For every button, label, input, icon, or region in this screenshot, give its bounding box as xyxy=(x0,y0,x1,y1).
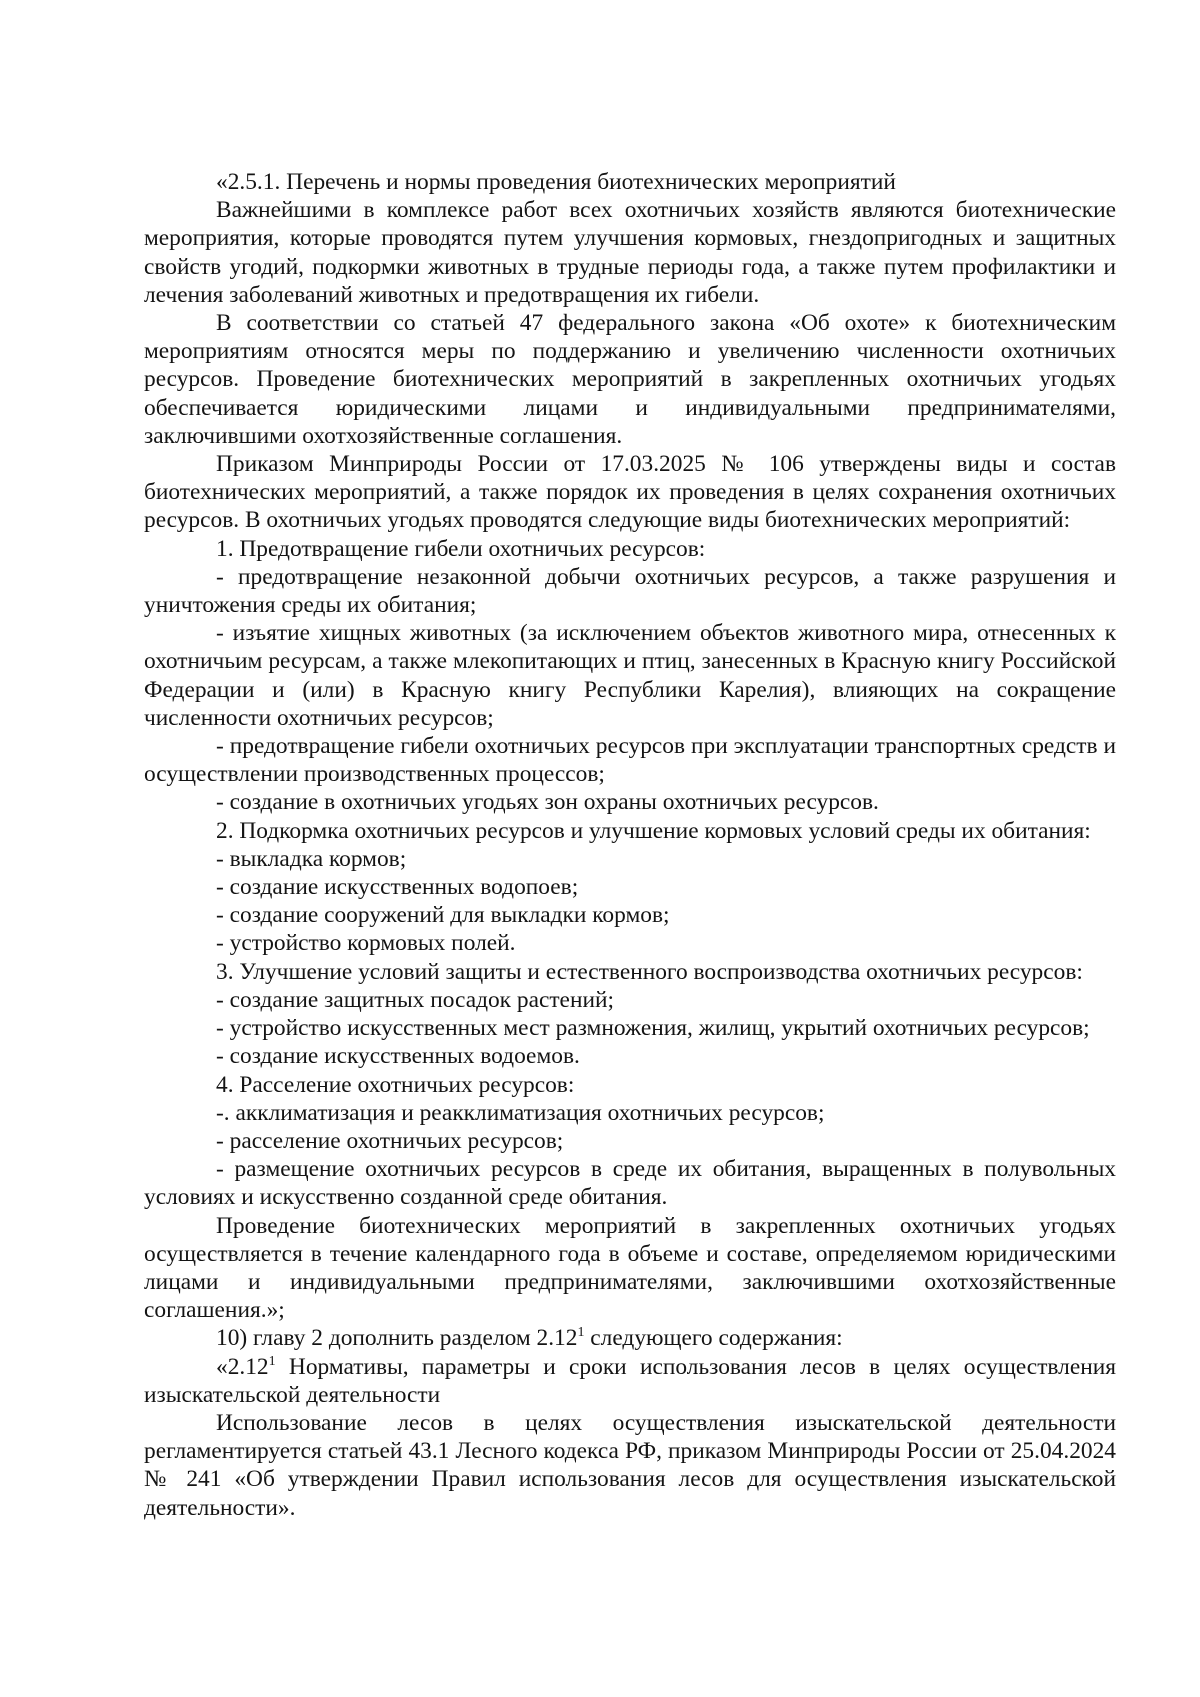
list-heading: 1. Предотвращение гибели охотничьих ресурсов: xyxy=(216,535,706,562)
section-heading: «2.5.1. Перечень и нормы проведения биотехнических мероприятий xyxy=(216,169,896,195)
list-item: - размещение охотничьих ресурсов в среде их обитания, выращенных в полувольных условиях и искусственно созданной среде обитания. xyxy=(144,1156,1116,1211)
list-item: - создание сооружений для выкладки кормов; xyxy=(216,902,670,929)
paragraph: Приказом Минприроды России от 17.03.2025 № 106 утверждены виды и состав биотехнических мероприятий, а также порядок их проведения в целях сохранения охотничьих ресурсов. В охотничьих угодьях проводятся следующие виды биотехнических мероприятий: xyxy=(144,451,1116,534)
list-item: - создание в охотничьих угодьях зон охраны охотничьих ресурсов. xyxy=(216,789,879,816)
list-heading: 4. Расселение охотничьих ресурсов: xyxy=(216,1071,575,1098)
paragraph: Проведение биотехнических мероприятий в закрепленных охотничьих угодьях осуществляется в течение календарного года в объеме и составе, определяемом юридическими лицами и индивидуальными предпринимателями, заключившими охотхозяйственные соглашения.»; xyxy=(144,1212,1116,1324)
section-number: «2.12 xyxy=(216,1353,269,1380)
list-item: - расселение охотничьих ресурсов; xyxy=(216,1127,564,1154)
list-heading: 3. Улучшение условий защиты и естественного воспроизводства охотничьих ресурсов: xyxy=(216,958,1083,985)
amendment-intro-tail: следующего содержания: xyxy=(584,1325,843,1352)
paragraph: В соответствии со статьей 47 федерального закона «Об охоте» к биотехническим мероприятиям относятся меры по поддержанию и увеличению численности охотничьих ресурсов. Проведение биотехнических мероприятий в закрепленных охотничьих угодьях обеспечивается юридическими лицами и индивидуальными предпринимателями, заключившими охотхозяйственные соглашения. xyxy=(144,310,1116,449)
list-item: - изъятие хищных животных (за исключением объектов животного мира, отнесенных к охотничьим ресурсам, а также млекопитающих и птиц, занесенных в Красную книгу Российской Федерации и (или) в Красную книгу Республики Карелия), влияющих на сокращение численности охотничьих ресурсов; xyxy=(144,620,1116,731)
new-section-heading xyxy=(144,1353,1116,1409)
list-item: - создание искусственных водопоев; xyxy=(216,874,579,901)
list-item: - предотвращение незаконной добычи охотничьих ресурсов, а также разрушения и уничтожения среды их обитания; xyxy=(144,563,1116,619)
list-item: - устройство кормовых полей. xyxy=(216,930,516,957)
list-item: - предотвращение гибели охотничьих ресурсов при эксплуатации транспортных средств и осуществлении производственных процессов; xyxy=(144,733,1116,788)
paragraph: Использование лесов в целях осуществления изыскательской деятельности регламентируется статьей 43.1 Лесного кодекса РФ, приказом Минприроды России от 25.04.2024 № 241 «Об утверждении Правил использования лесов для осуществления изыскательской деятельности». xyxy=(144,1409,1116,1521)
superscript: 1 xyxy=(577,1325,585,1341)
section-title: Нормативы, параметры и сроки использования лесов в целях осуществления изыскательской деятельности xyxy=(144,1353,1116,1408)
amendment-intro-text: 10) главу 2 дополнить разделом 2.12 xyxy=(216,1325,578,1352)
list-heading: 2. Подкормка охотничьих ресурсов и улучшение кормовых условий среды их обитания: xyxy=(216,817,1091,844)
list-item: - создание искусственных водоемов. xyxy=(216,1043,580,1070)
list-item: - выкладка кормов; xyxy=(216,845,407,872)
amendment-intro xyxy=(144,1324,1116,1352)
list-item: -. акклиматизация и реакклиматизация охотничьих ресурсов; xyxy=(216,1099,825,1126)
document-page xyxy=(144,168,1116,1522)
paragraph: Важнейшими в комплексе работ всех охотничьих хозяйств являются биотехнические мероприятия, которые проводятся путем улучшения кормовых, гнездопригодных и защитных свойств угодий, подкормки животных в трудные периоды года, а также путем профилактики и лечения заболеваний животных и предотвращения их гибели. xyxy=(144,197,1116,308)
list-item: - создание защитных посадок растений; xyxy=(216,986,614,1013)
list-item: - устройство искусственных мест размножения, жилищ, укрытий охотничьих ресурсов; xyxy=(216,1015,1090,1042)
superscript: 1 xyxy=(268,1353,276,1369)
